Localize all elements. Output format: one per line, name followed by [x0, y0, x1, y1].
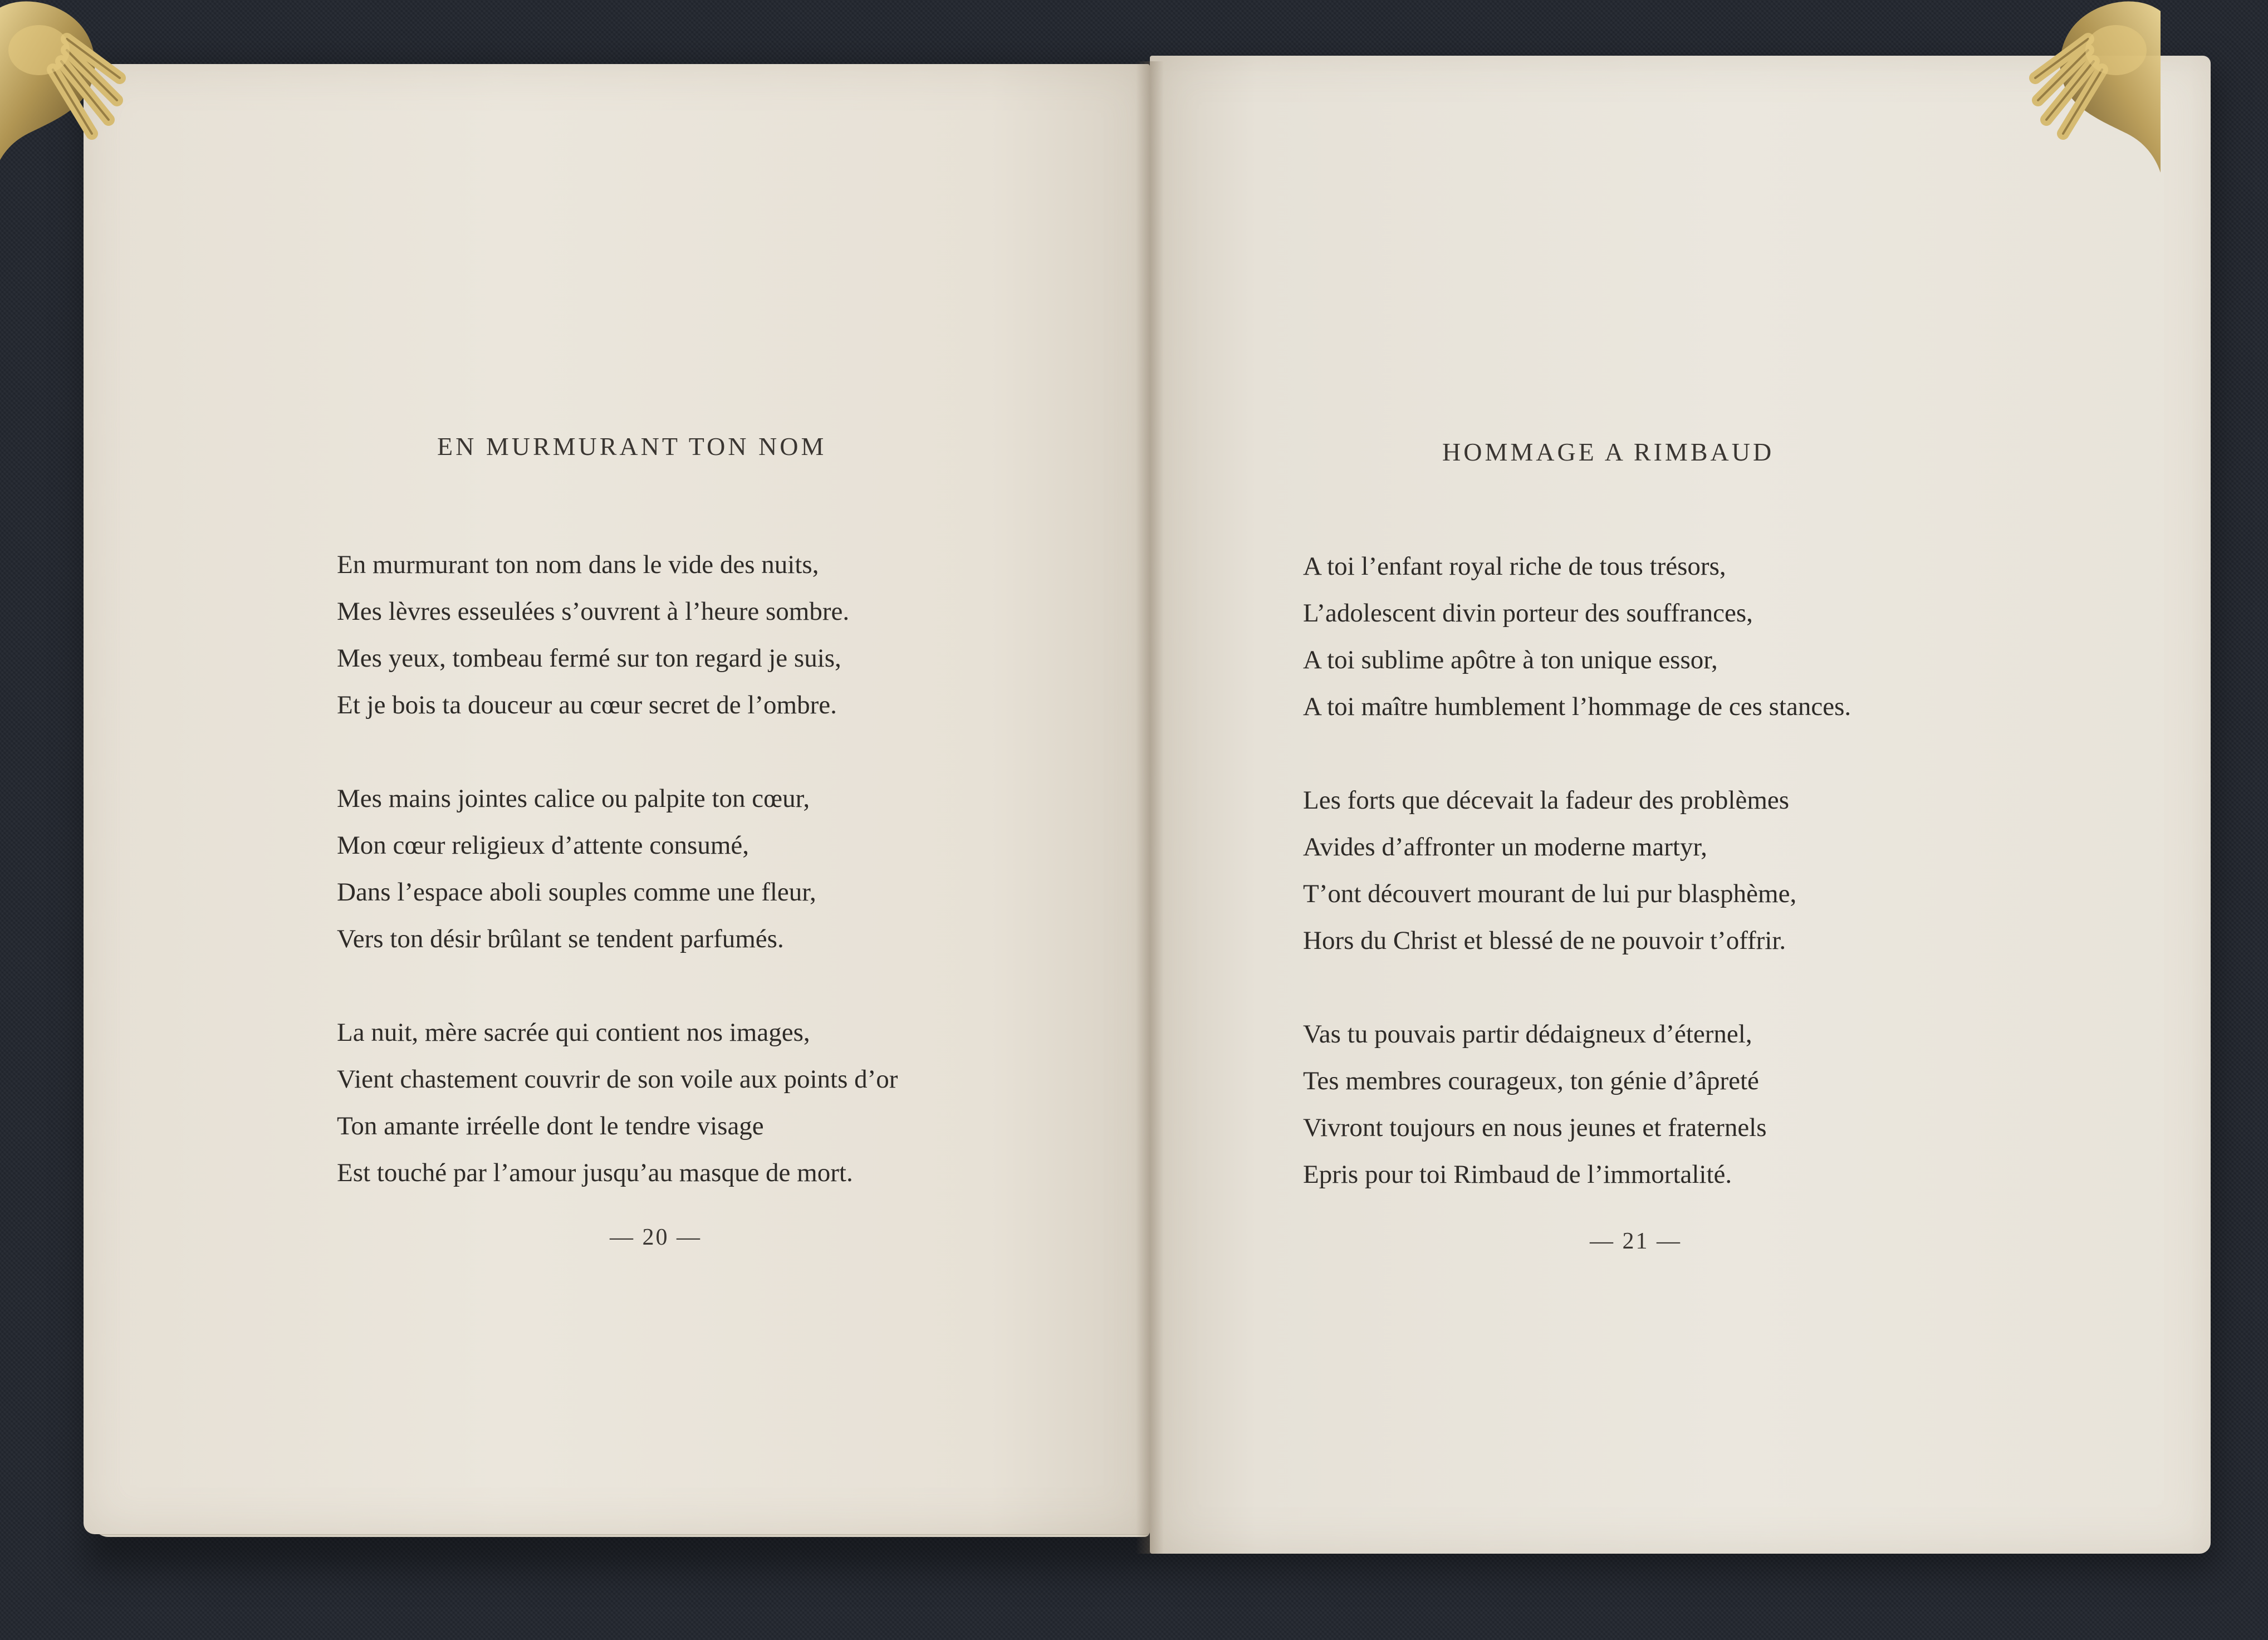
poem-line: L’adolescent divin porteur des souffrances, — [1303, 599, 1753, 628]
right-stanza-3 — [1303, 1011, 1851, 1198]
poem-line: Mes yeux, tombeau fermé sur ton regard je suis, — [337, 644, 841, 673]
left-stanza-1 — [337, 541, 898, 728]
right-poem — [1303, 543, 1851, 1245]
poem-line: A toi maître humblement l’hommage de ces stances. — [1303, 692, 1851, 721]
poem-line: Vers ton désir brûlant se tendent parfumés. — [337, 924, 784, 953]
poem-line: A toi sublime apôtre à ton unique essor, — [1303, 645, 1718, 674]
poem-line: Dans l’espace aboli souples comme une fleur, — [337, 878, 816, 907]
poem-line: Hors du Christ et blessé de ne pouvoir t’offrir. — [1303, 926, 1786, 955]
left-stanza-2 — [337, 775, 898, 962]
left-poem-title: EN MURMURANT TON NOM — [437, 432, 827, 461]
poem-line: En murmurant ton nom dans le vide des nuits, — [337, 550, 819, 579]
poem-line: Epris pour toi Rimbaud de l’immortalité. — [1303, 1160, 1732, 1189]
poem-line: Mon cœur religieux d’attente consumé, — [337, 831, 750, 860]
poem-line: Mes lèvres esseulées s’ouvrent à l’heure sombre. — [337, 597, 850, 626]
right-poem-title: HOMMAGE A RIMBAUD — [1442, 438, 1775, 466]
poem-line: Avides d’affronter un moderne martyr, — [1303, 833, 1707, 861]
left-poem — [337, 541, 898, 1243]
poem-line: Ton amante irréelle dont le tendre visage — [337, 1112, 764, 1140]
poem-line: Est touché par l’amour jusqu’au masque de mort. — [337, 1158, 853, 1187]
right-page-number: — 21 — — [1590, 1228, 1682, 1254]
brass-hand-clip-icon — [2027, 0, 2172, 189]
poem-line: Les forts que décevait la fadeur des problèmes — [1303, 786, 1790, 815]
right-stanza-2 — [1303, 777, 1851, 964]
book-gutter — [1136, 61, 1164, 1554]
poem-line: Et je bois ta douceur au cœur secret de l’ombre. — [337, 691, 837, 719]
poem-line: Vas tu pouvais partir dédaigneux d’éternel, — [1303, 1020, 1752, 1049]
poem-line: T’ont découvert mourant de lui pur blasphème, — [1303, 879, 1797, 908]
right-stanza-1 — [1303, 543, 1851, 730]
left-stanza-3 — [337, 1009, 898, 1196]
left-page-number: — 20 — — [610, 1225, 702, 1250]
poem-line: La nuit, mère sacrée qui contient nos images, — [337, 1018, 810, 1047]
poem-line: Mes mains jointes calice ou palpite ton cœur, — [337, 784, 810, 813]
poem-line: Tes membres courageux, ton génie d’âpreté — [1303, 1066, 1759, 1095]
brass-hand-clip-icon — [0, 0, 128, 189]
poem-line: Vivront toujours en nous jeunes et fraternels — [1303, 1113, 1767, 1142]
poem-line: A toi l’enfant royal riche de tous trésors, — [1303, 552, 1726, 581]
poem-line: Vient chastement couvrir de son voile aux points d’or — [337, 1065, 898, 1094]
